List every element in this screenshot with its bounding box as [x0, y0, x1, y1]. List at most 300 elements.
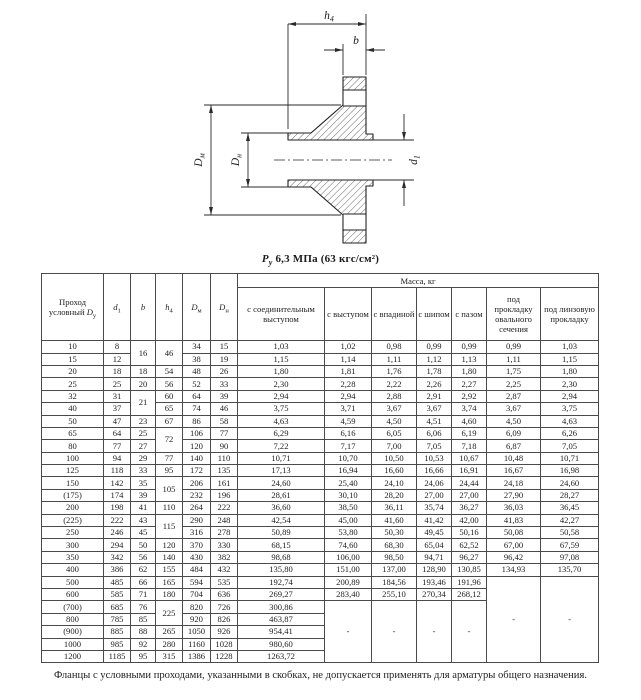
dim-b — [324, 44, 385, 75]
table-cell: 1050 — [183, 626, 211, 638]
table-row — [42, 576, 599, 588]
table-cell: 30,10 — [325, 489, 372, 501]
table-cell: 71 — [131, 589, 156, 601]
table-cell: 36,11 — [372, 502, 417, 514]
dim-label-dn: $D_н$ — [229, 153, 243, 167]
table-row — [42, 365, 599, 377]
table-cell: 10,70 — [325, 452, 372, 464]
dim-label-h4: $h_4$ — [323, 10, 334, 24]
table-cell: 46 — [156, 341, 183, 366]
table-cell: 1185 — [104, 650, 131, 662]
table-cell: 2,25 — [487, 378, 541, 390]
table-cell: 41,83 — [487, 514, 541, 526]
table-cell: 485 — [104, 576, 131, 588]
table-cell: 430 — [183, 551, 211, 563]
table-cell: 3,67 — [487, 403, 541, 415]
table-cell: 294 — [104, 539, 131, 551]
table-cell: 18 — [131, 365, 156, 377]
table-cell: 67,00 — [487, 539, 541, 551]
table-cell: 1263,72 — [238, 650, 325, 662]
flange-dimensions-table — [41, 273, 599, 663]
table-cell: - — [487, 576, 541, 663]
table-cell: 535 — [211, 576, 238, 588]
table-cell: 283,40 — [325, 589, 372, 601]
table-row — [42, 378, 599, 390]
table-cell: 6,87 — [487, 440, 541, 452]
table-cell: 265 — [156, 626, 183, 638]
col-header-dm: $D_м$ — [183, 274, 211, 341]
table-cell: 96,42 — [487, 551, 541, 563]
table-cell: 135,70 — [541, 564, 599, 576]
table-cell: 0,99 — [452, 341, 487, 353]
table-cell: 29 — [131, 452, 156, 464]
table-cell: 2,30 — [238, 378, 325, 390]
table-cell: 24,60 — [541, 477, 599, 489]
table-cell: 62,52 — [452, 539, 487, 551]
col-header-mass-lens-gasket: под линзовую прокладку — [541, 288, 599, 341]
table-cell: 90 — [211, 440, 238, 452]
table-cell: 88 — [131, 626, 156, 638]
table-cell: 196 — [211, 489, 238, 501]
col-header-mass-connecting-collar: с соединительным выступом — [238, 288, 325, 341]
table-cell: 43 — [131, 514, 156, 526]
table-cell: 36,45 — [541, 502, 599, 514]
table-cell: 134,93 — [487, 564, 541, 576]
table-cell: 270,34 — [417, 589, 452, 601]
table-cell: 105 — [156, 477, 183, 502]
table-cell: 32 — [42, 390, 104, 402]
table-cell: 2,94 — [238, 390, 325, 402]
table-cell: 66 — [131, 576, 156, 588]
table-cell: 65 — [156, 403, 183, 415]
table-cell: 1,15 — [238, 353, 325, 365]
table-cell: 118 — [104, 465, 131, 477]
table-cell: 6,16 — [325, 427, 372, 439]
table-cell: 1,14 — [325, 353, 372, 365]
footnote: Фланцы с условными проходами, указанными в скобках, не допускается применять для арматуры общего назначения. — [54, 670, 587, 682]
table-cell: 1386 — [183, 650, 211, 662]
table-cell: 25 — [131, 427, 156, 439]
table-cell: 155 — [156, 564, 183, 576]
table-cell: 106,00 — [325, 551, 372, 563]
table-row — [42, 514, 599, 526]
col-header-mass-collar: с выступом — [325, 288, 372, 341]
table-row — [42, 477, 599, 489]
table-cell: 1,81 — [325, 365, 372, 377]
table-cell: 785 — [104, 613, 131, 625]
table-cell: 48 — [183, 365, 211, 377]
table-cell: 50 — [42, 415, 104, 427]
col-header-h4: $h_4$ — [156, 274, 183, 341]
table-cell: 25 — [42, 378, 104, 390]
table-cell: 954,41 — [238, 626, 325, 638]
table-cell: 2,26 — [417, 378, 452, 390]
table-cell: 268,12 — [452, 589, 487, 601]
table-cell: 10,53 — [417, 452, 452, 464]
table-cell: 1,76 — [372, 365, 417, 377]
table-cell: 6,06 — [417, 427, 452, 439]
table-cell: 926 — [211, 626, 238, 638]
table-cell: 10,67 — [452, 452, 487, 464]
col-header-mass-oval-gasket: под прокладку овального сечения — [487, 288, 541, 341]
table-row — [42, 452, 599, 464]
table-cell: 10,71 — [541, 452, 599, 464]
table-cell: 40 — [42, 403, 104, 415]
table-cell: 24,06 — [417, 477, 452, 489]
flange-section-top — [288, 77, 373, 140]
table-cell: 19 — [211, 353, 238, 365]
table-cell: 1,78 — [417, 365, 452, 377]
table-cell: - — [372, 601, 417, 663]
table-cell: 264 — [183, 502, 211, 514]
table-cell: 135 — [211, 465, 238, 477]
table-cell: 7,00 — [372, 440, 417, 452]
table-cell: 106 — [183, 427, 211, 439]
table-cell: 386 — [104, 564, 131, 576]
table-cell: 50 — [131, 539, 156, 551]
table-cell: 33 — [131, 465, 156, 477]
table-cell: 3,74 — [452, 403, 487, 415]
table-cell: 180 — [156, 589, 183, 601]
table-cell: 21 — [131, 390, 156, 415]
table-cell: 28,20 — [372, 489, 417, 501]
table-cell: 98,68 — [238, 551, 325, 563]
table-cell: 0,99 — [487, 341, 541, 353]
table-cell: 52 — [183, 378, 211, 390]
table-cell: 128,90 — [417, 564, 452, 576]
table-cell: 246 — [104, 527, 131, 539]
table-cell: 58 — [211, 415, 238, 427]
table-cell: 290 — [183, 514, 211, 526]
table-cell: 8 — [104, 341, 131, 353]
table-cell: 80 — [42, 440, 104, 452]
table-cell: 7,17 — [325, 440, 372, 452]
table-cell: 92 — [131, 638, 156, 650]
table-cell: 41,60 — [372, 514, 417, 526]
table-cell: 35 — [131, 477, 156, 489]
table-cell: 1,02 — [325, 341, 372, 353]
table-cell: 50,30 — [372, 527, 417, 539]
table-row — [42, 415, 599, 427]
table-cell: 53,80 — [325, 527, 372, 539]
table-cell: 1160 — [183, 638, 211, 650]
table-cell: 120 — [156, 539, 183, 551]
table-cell: 150 — [42, 477, 104, 489]
table-cell: 600 — [42, 589, 104, 601]
col-header-d1: $d_1$ — [104, 274, 131, 341]
table-cell: 1,80 — [238, 365, 325, 377]
col-header-b: b — [131, 274, 156, 341]
table-cell: 7,22 — [238, 440, 325, 452]
table-cell: 300,86 — [238, 601, 325, 613]
table-cell: 1228 — [211, 650, 238, 662]
table-cell: 222 — [104, 514, 131, 526]
table-cell: 49,45 — [417, 527, 452, 539]
table-cell: 27 — [131, 440, 156, 452]
table-cell: 4,63 — [238, 415, 325, 427]
table-cell: 1,03 — [541, 341, 599, 353]
table-cell: 269,27 — [238, 589, 325, 601]
dim-label-d1: $d_1$ — [407, 155, 421, 165]
table-cell: 65 — [42, 427, 104, 439]
table-cell: 192,74 — [238, 576, 325, 588]
table-cell: 50,16 — [452, 527, 487, 539]
table-cell: 96,27 — [452, 551, 487, 563]
bolt-hole-top — [343, 90, 366, 106]
table-cell: 300 — [42, 539, 104, 551]
table-cell: 432 — [211, 564, 238, 576]
table-cell: 248 — [211, 514, 238, 526]
table-cell: 50,58 — [541, 527, 599, 539]
table-cell: 1,75 — [487, 365, 541, 377]
table-cell: 4,51 — [417, 415, 452, 427]
mass-group-header: Масса, кг — [238, 274, 599, 288]
table-cell: 463,87 — [238, 613, 325, 625]
table-cell: 36,27 — [452, 502, 487, 514]
table-cell: 130,85 — [452, 564, 487, 576]
table-cell: 98,50 — [372, 551, 417, 563]
table-cell: 39 — [211, 390, 238, 402]
table-cell: 86 — [183, 415, 211, 427]
table-cell: - — [417, 601, 452, 663]
table-cell: 16,98 — [541, 465, 599, 477]
table-cell: 350 — [42, 551, 104, 563]
table-cell: 3,75 — [238, 403, 325, 415]
table-cell: 2,94 — [325, 390, 372, 402]
table-cell: 47 — [104, 415, 131, 427]
table-cell: 115 — [156, 514, 183, 539]
table-cell: 60 — [156, 390, 183, 402]
table-cell: 36,60 — [238, 502, 325, 514]
table-cell: 41,42 — [417, 514, 452, 526]
table-cell: 16,91 — [452, 465, 487, 477]
table-cell: 46 — [211, 403, 238, 415]
table-cell: 1,13 — [452, 353, 487, 365]
table-cell: 800 — [42, 613, 104, 625]
table-cell: 685 — [104, 601, 131, 613]
table-cell: 25,40 — [325, 477, 372, 489]
table-cell: 370 — [183, 539, 211, 551]
table-cell: 110 — [156, 502, 183, 514]
table-cell: 74 — [183, 403, 211, 415]
table-cell: - — [452, 601, 487, 663]
table-cell: 2,91 — [417, 390, 452, 402]
table-cell: 72 — [156, 427, 183, 452]
table-cell: 4,63 — [541, 415, 599, 427]
table-cell: 6,19 — [452, 427, 487, 439]
table-cell: 225 — [156, 601, 183, 626]
table-cell: 64 — [104, 427, 131, 439]
table-cell: 484 — [183, 564, 211, 576]
table-cell: 45,00 — [325, 514, 372, 526]
table-row — [42, 403, 599, 415]
table-cell: (900) — [42, 626, 104, 638]
table-cell: 3,67 — [417, 403, 452, 415]
col-header-mass-tenon: с шипом — [417, 288, 452, 341]
table-cell: 65,04 — [417, 539, 452, 551]
table-cell: 33 — [211, 378, 238, 390]
table-cell: 67,59 — [541, 539, 599, 551]
table-cell: 2,94 — [541, 390, 599, 402]
table-cell: 16,67 — [487, 465, 541, 477]
col-header-mass-groove: с пазом — [452, 288, 487, 341]
table-row — [42, 502, 599, 514]
table-cell: 278 — [211, 527, 238, 539]
pressure-value: 6,3 МПа (63 кгс/см²) — [275, 253, 380, 265]
flange-drawing-area — [0, 0, 641, 252]
table-cell: 198 — [104, 502, 131, 514]
table-cell: 27,90 — [487, 489, 541, 501]
table-cell: 76 — [131, 601, 156, 613]
table-cell: 45 — [131, 527, 156, 539]
table-cell: 41 — [131, 502, 156, 514]
table-cell: 6,29 — [238, 427, 325, 439]
table-cell: 15 — [211, 341, 238, 353]
table-row — [42, 390, 599, 402]
table-cell: 222 — [211, 502, 238, 514]
table-cell: 77 — [156, 452, 183, 464]
col-header-dy: Проход условный $D_у$ — [42, 274, 104, 341]
table-cell: 17,13 — [238, 465, 325, 477]
table-cell: 140 — [156, 551, 183, 563]
table-cell: 24,18 — [487, 477, 541, 489]
table-cell: 34 — [183, 341, 211, 353]
table-cell: 2,27 — [452, 378, 487, 390]
table-cell: 16,94 — [325, 465, 372, 477]
table-cell: 25 — [104, 378, 131, 390]
table-cell: 174 — [104, 489, 131, 501]
table-cell: 6,05 — [372, 427, 417, 439]
table-cell: 920 — [183, 613, 211, 625]
table-cell: 585 — [104, 589, 131, 601]
table-cell: (700) — [42, 601, 104, 613]
table-cell: 27,00 — [452, 489, 487, 501]
table-cell: 137,00 — [372, 564, 417, 576]
table-cell: 42,27 — [541, 514, 599, 526]
table-cell: 24,10 — [372, 477, 417, 489]
table-cell: 85 — [131, 613, 156, 625]
table-cell: 400 — [42, 564, 104, 576]
table-cell: 985 — [104, 638, 131, 650]
dim-label-dm: $D_м$ — [192, 153, 206, 167]
table-cell: 191,96 — [452, 576, 487, 588]
table-cell: 135,80 — [238, 564, 325, 576]
table-cell: 120 — [183, 440, 211, 452]
table-cell: 68,15 — [238, 539, 325, 551]
table-cell: 4,50 — [372, 415, 417, 427]
table-cell: 94,71 — [417, 551, 452, 563]
table-cell: 31 — [104, 390, 131, 402]
table-cell: 10,48 — [487, 452, 541, 464]
table-cell: 172 — [183, 465, 211, 477]
table-row — [42, 489, 599, 501]
flange-table-body — [42, 341, 599, 663]
table-cell: (175) — [42, 489, 104, 501]
table-cell: 42,00 — [452, 514, 487, 526]
table-cell: 24,60 — [238, 477, 325, 489]
table-row — [42, 564, 599, 576]
table-cell: 26 — [211, 365, 238, 377]
table-cell: 50,08 — [487, 527, 541, 539]
table-cell: 0,99 — [417, 341, 452, 353]
table-row — [42, 551, 599, 563]
table-cell: 16,66 — [417, 465, 452, 477]
table-cell: 77 — [104, 440, 131, 452]
table-cell: 2,28 — [325, 378, 372, 390]
table-cell: 161 — [211, 477, 238, 489]
table-cell: 193,46 — [417, 576, 452, 588]
table-cell: 1,12 — [417, 353, 452, 365]
flange-drawing — [136, 2, 506, 252]
table-cell: 1200 — [42, 650, 104, 662]
table-cell: 200,89 — [325, 576, 372, 588]
table-cell: 594 — [183, 576, 211, 588]
table-cell: 37 — [104, 403, 131, 415]
table-cell: 62 — [131, 564, 156, 576]
table-cell: 7,18 — [452, 440, 487, 452]
table-cell: 165 — [156, 576, 183, 588]
table-cell: 232 — [183, 489, 211, 501]
table-cell: 1,03 — [238, 341, 325, 353]
table-cell: 330 — [211, 539, 238, 551]
table-cell: 255,10 — [372, 589, 417, 601]
table-cell: 1028 — [211, 638, 238, 650]
table-cell: 826 — [211, 613, 238, 625]
col-header-mass-recess: с впадиной — [372, 288, 417, 341]
table-cell: 316 — [183, 527, 211, 539]
table-cell: 16,60 — [372, 465, 417, 477]
table-cell: 2,92 — [452, 390, 487, 402]
pressure-caption: $P_у$ 6,3 МПа (63 кгс/см²) — [261, 253, 380, 268]
table-cell: 0,98 — [372, 341, 417, 353]
table-cell: 885 — [104, 626, 131, 638]
table-cell: 315 — [156, 650, 183, 662]
table-cell: 3,67 — [372, 403, 417, 415]
table-cell: 95 — [131, 650, 156, 662]
table-cell: 20 — [42, 365, 104, 377]
table-cell: 15 — [42, 353, 104, 365]
table-row — [42, 353, 599, 365]
table-cell: 280 — [156, 638, 183, 650]
pressure-symbol: P — [261, 253, 269, 265]
table-cell: 1000 — [42, 638, 104, 650]
table-cell: 38,50 — [325, 502, 372, 514]
table-cell: 20 — [131, 378, 156, 390]
table-cell: 10 — [42, 341, 104, 353]
table-cell: 125 — [42, 465, 104, 477]
table-cell: 77 — [211, 427, 238, 439]
table-cell: 95 — [156, 465, 183, 477]
table-row — [42, 465, 599, 477]
table-cell: 28,61 — [238, 489, 325, 501]
table-cell: 35,74 — [417, 502, 452, 514]
table-cell: 6,09 — [487, 427, 541, 439]
table-cell: - — [541, 576, 599, 663]
table-row — [42, 440, 599, 452]
table-cell: 500 — [42, 576, 104, 588]
table-cell: 250 — [42, 527, 104, 539]
table-cell: 18 — [104, 365, 131, 377]
table-cell: 28,27 — [541, 489, 599, 501]
table-cell: 100 — [42, 452, 104, 464]
table-cell: 54 — [156, 365, 183, 377]
table-cell: 16 — [131, 341, 156, 366]
table-cell: 206 — [183, 477, 211, 489]
table-cell: 151,00 — [325, 564, 372, 576]
col-header-dn: $D_н$ — [211, 274, 238, 341]
table-cell: 3,75 — [541, 403, 599, 415]
table-cell: 704 — [183, 589, 211, 601]
